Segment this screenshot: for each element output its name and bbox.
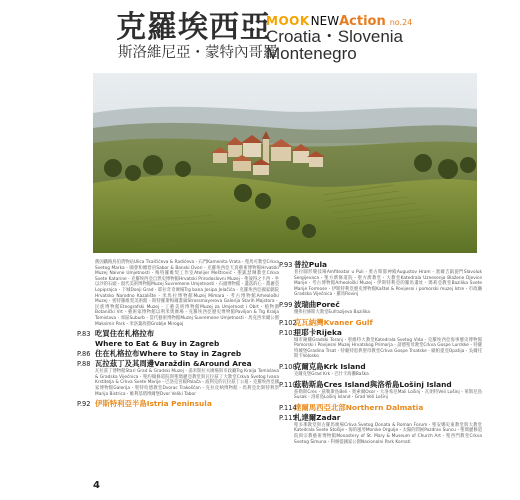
toc-page-number: P.93 [279,261,293,269]
landscape-photo [93,73,477,253]
toc-page-number: P.114 [279,403,297,412]
toc-entry[interactable] [279,299,482,316]
toc-page-number: P.115 [279,413,297,422]
toc-entry[interactable] [77,329,279,339]
page-title-en-line2: Montenegro [266,44,357,63]
toc-page-number: P.88 [77,360,91,369]
brand-issue-number: no.24 [389,18,413,27]
toc-entry[interactable] [77,349,279,359]
toc-heading: 瓦拉茲丁及其周邊Varaždin &Around Area [95,359,252,369]
page-title-zh: 克羅埃西亞 [116,10,271,45]
toc-heading: 吃買住在札格拉布 [95,329,155,339]
toc-body: 優弗拉修斯大教堂Eufrazijeva Bazilika [294,309,371,315]
toc-page-number: P.86 [77,350,91,359]
brand-mook: MOOK [266,14,310,28]
toc-body: 茲勒斯Cres・茲勒斯島Beli・奧索爾Osor・大洛希尼Mali Lošinj・瓦朗特Veli Lošinj・萊斯尼島Susak・洛希島Lošinj Island・Grad Veli Lošinj [294,389,482,401]
contents-column-left [77,260,279,409]
contents-column-right [279,260,482,447]
toc-entry[interactable] [279,317,482,328]
toc-entry[interactable] [279,327,482,360]
toc-body: 聖多那教堂與古羅馬廣場Crkva Svetog Donata & Roman Forum・聖安娜史東教堂與大教堂Katedrala Svete Stošije・海的風琴Morske Orgulje・太陽的問候Pozdrav Suncu・聖瑪麗修道院與宗教藝術博物館Monastery of St. Mary & Museum of Church Art・聖西門教堂Crkva Svetog Šimuna・科納提國家公園Nacionalni Park Kornati [294,422,482,445]
toc-body: 克爾克堡Grad Krk・巴什卡海灘Baška [294,371,369,377]
page-title-en: Croatia・Slovenia [266,27,404,46]
toc-entry[interactable] [77,359,279,397]
toc-heading: 普拉Pula [294,260,327,269]
toc-page-number: P.103 [279,328,297,337]
page-number: 4 [93,480,100,491]
toc-entry[interactable] [77,399,279,409]
toc-entry[interactable] [279,361,482,378]
toc-entry[interactable] [279,402,482,413]
intro-text: 舊因鐵路鳥伯貨物站Ulica Tkalčićeva & Radićeva・石門Kamenita Vrata・聖馬可教堂Crkva Svetog Marka・國會和總督府Sabor & Banski Dvori・克羅埃西亞天真藝術博物館Hrvatski Muzej Naivne Umjetnosti・梅特羅維契工作室Atelijer Meštrović・聖凱瑟琳教堂Crkva Svete Katarine・克羅埃西亞自然史博物館Hrvatski Prirodoslovni Muzej・聖彼得之卡西・坐以沙的石頭・現代美術博物館Muzej Suvremene Umjetnosti・石頭博物館・遺落的心・喬麗亞Lopiprajca・下城Donji Grad・耶拉奇奇廣場Trg bana Josipa Jelačića・克羅埃西亞國家劇院Hrvatsko Narodno Kazalište・米馬拉博物館Muzej Mimara・考古博物館Arheološki Muzej・密特羅維契美術館・斯特羅斯梅爾畫廊Strossmayerova Galerija Starih Majstora・民族博物館Etnografski Muzej・工藝美術博物館Muzej za Umjetnost i Obrt・植物園Botanički Vrt・藝術家博物館以利米奧廣場・克羅埃西亞歷史博物館Paviljon & Trg Kralja Tomislava・郊區Suburb・當代藝術博物館Muzej Suvremene Umjetnosti・馬克西米爾公園Maksimir Park・米洛葉故園Groblje Mirogoj [95,260,279,327]
toc-page-number: P.92 [77,400,91,409]
toc-page-number: P.110 [279,380,297,389]
toc-entry[interactable] [279,260,482,298]
toc-body: 瓦拉茲丁博物館Stari Grad & Gradski Muzej・湯米斯拉夫廣場與市政廳Trg Kralja Tomislava & Gradska Vijećnica・聖約翰修道院與聖瑪麗亞教堂與瓦拉茲丁大教堂Crkva Svetog Ivana Krstitelja & Crkva Svete Marije・巴洛克宮殿Palača・波利克的瓦拉茲丁公墓・克羅埃西亞國家博物館Galerija・聖特哈德教堂Dvorac Trakošćan・克拉皮納博物館・馬利亞比斯特利察Marija Bistrica・維利基塔博爾堡Dvor Veliki Tabor [95,369,279,397]
toc-heading: 波瑞曲Poreč [294,299,340,309]
toc-heading: 住在札格拉布Where to Stay in Zagreb [95,349,242,359]
toc-entry[interactable] [93,339,279,349]
toc-entry[interactable] [279,379,482,401]
toc-heading: 克爾克島Krk Island [294,361,366,371]
toc-section-heading: 達爾馬西亞北部Northern Dalmatia [294,402,424,412]
toc-heading: 札達爾Zadar [294,412,341,422]
toc-heading: 里耶卡Rijeka [294,327,342,337]
toc-section-heading: 伊斯特利亞半島Istria Peninsula [95,399,212,409]
page-subtitle-zh: 斯洛維尼亞・蒙特內哥羅 [118,45,278,61]
toc-section-heading: 克瓦納灣Kvaner Gulf [294,317,373,327]
toc-heading: Where to Eat & Buy in Zagreb [95,339,220,349]
toc-page-number: P.102 [279,318,297,327]
toc-page-number: P.108 [279,362,297,371]
brand-new: NEW [310,14,340,28]
toc-body: 城市鐘樓Gradski Toranj・聖維特大教堂Katedrala Svetog Vida・克羅埃西亞海事歷史博物館Pomorski i Povijesni Muzej Hrvatskog Primorja・諸德聖母教堂Crkva Gospe Lurdske・特薩特城堡Gradina Trsat・特薩特恩典聖母教堂Crkva Gospe Trsatske・歐帕提亞Opatija・吳爾托斯卡Volosko [294,337,482,360]
toc-entry[interactable] [279,412,482,445]
toc-page-number: P.99 [279,300,293,309]
toc-body: 普拉圓形競技場Amfiteatar u Puli・奧古斯都神殿Augustov Hram・塞爾吉凱旋門Slavoluk Sergijevaca・聖方濟修道院・聖方濟教堂・大教堂Katedrala Uznesenja Blažene Djevice Marije・考古博物館Arheološki Muzej・伊斯特利亞的羅馬遺址・瑪莉亞教堂Bazilika Svete Marije Formose・伊斯特利亞歷史博物館Kaštel & Povijesni i pomorski muzej Istre・市政廳Gradska Vijećnica・羅馬Rovinj [294,270,482,298]
brand-action: Action [339,14,386,29]
toc-page-number: P.83 [77,330,91,339]
toc-heading: 茲勒斯島Cres Island與洛希島Lošinj Island [294,379,452,389]
